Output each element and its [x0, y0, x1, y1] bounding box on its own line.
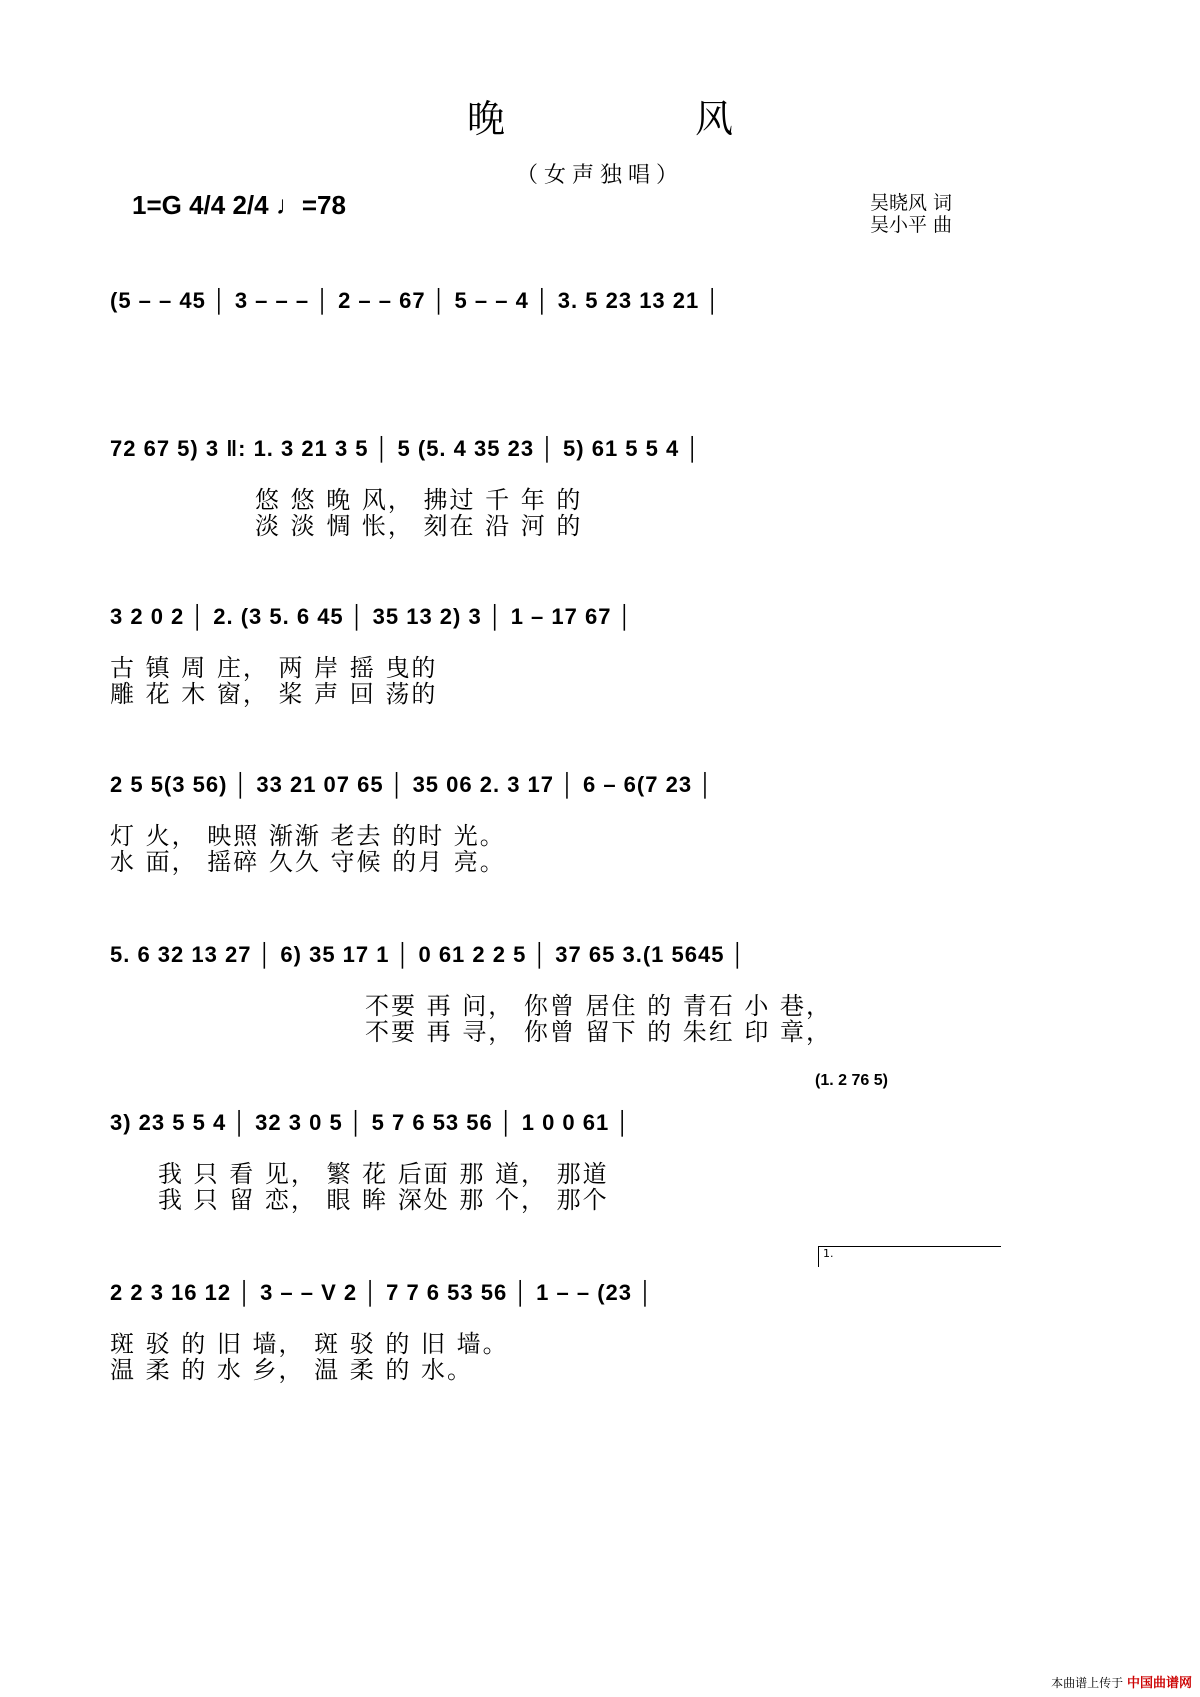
lyrics-verse-2: 水 面， 摇碎 久久 守候 的月 亮。 — [110, 848, 506, 876]
lyrics-verse-1: 斑 驳 的 旧 墙， 斑 驳 的 旧 墙。 — [110, 1330, 509, 1358]
lyrics-verse-2: 我 只 留 恋， 眼 眸 深处 那 个， 那个 — [158, 1186, 609, 1214]
lyrics-verse-1: 不要 再 问， 你曾 居住 的 青石 小 巷， — [365, 992, 833, 1020]
notation-line: 72 67 5) 3 ‖: 1. 3 21 3 5 │ 5 (5. 4 35 23 │ 5) 61 5 5 4 │ — [110, 436, 702, 461]
score-system-4 — [110, 772, 1010, 876]
credits — [870, 192, 952, 236]
site-logo[interactable]: 中国曲谱网 — [1126, 1676, 1192, 1691]
notation-line: 3 2 0 2 │ 2. (3 5. 6 45 │ 35 13 2) 3 │ 1 – 17 67 │ — [110, 604, 634, 629]
lyrics-verse-1: 我 只 看 见， 繁 花 后面 那 道， 那道 — [158, 1160, 609, 1188]
notation-line: (5 – – 45 │ 3 – – – │ 2 – – 67 │ 5 – – 4 │ 3. 5 23 13 21 │ — [110, 288, 722, 313]
notation-line: 3) 23 5 5 4 │ 32 3 0 5 │ 5 7 6 53 56 │ 1 0 0 61 │ — [110, 1110, 632, 1135]
lyrics-verse-1: 古 镇 周 庄， 两 岸 摇 曳的 — [110, 654, 438, 682]
lyrics-verse-1: 悠 悠 晚 风， 拂过 千 年 的 — [255, 486, 583, 514]
song-title-char-1: 晚 — [466, 97, 505, 141]
footer-text: 本曲谱上传于 — [1051, 1676, 1124, 1690]
song-title-char-2: 风 — [695, 97, 734, 141]
volta-bracket — [818, 1246, 1001, 1267]
notation-line: 2 2 3 16 12 │ 3 – – V 2 │ 7 7 6 53 56 │ 1 – – (23 │ — [110, 1280, 654, 1305]
score-system-2 — [110, 436, 1010, 540]
key-signature: 1=G 4/4 2/4 ♩=78 — [132, 190, 346, 220]
volta-label: 1. — [823, 1247, 834, 1260]
notation-line: 5. 6 32 13 27 │ 6) 35 17 1 │ 0 61 2 2 5 │ 37 65 3.(1 5645 │ — [110, 942, 747, 967]
song-subtitle: （女声独唱） — [515, 163, 684, 188]
lyrics-verse-1: 灯 火， 映照 渐渐 老去 的时 光。 — [110, 822, 506, 850]
composer: 吴小平 曲 — [870, 214, 953, 236]
lyrics-verse-2: 淡 淡 惆 怅， 刻在 沿 河 的 — [255, 512, 583, 540]
score-system-3 — [110, 604, 1010, 708]
ossia-notes: (1. 2 76 5) — [815, 1072, 888, 1089]
score-system-7 — [110, 1247, 1010, 1384]
score-system-5 — [110, 942, 1010, 1046]
footer — [1051, 1672, 1192, 1691]
lyrics-verse-2: 不要 再 寻， 你曾 留下 的 朱红 印 章， — [365, 1018, 833, 1046]
song-title — [0, 88, 1200, 143]
score-system-6 — [110, 1072, 1010, 1214]
lyrics-verse-2: 雕 花 木 窗， 桨 声 回 荡的 — [110, 680, 438, 708]
score-system-1 — [110, 288, 1010, 358]
notation-line: 2 5 5(3 56) │ 33 21 07 65 │ 35 06 2. 3 17 │ 6 – 6(7 23 │ — [110, 772, 714, 797]
lyricist: 吴晓风 词 — [870, 192, 953, 214]
lyrics-verse-2: 温 柔 的 水 乡， 温 柔 的 水。 — [110, 1356, 474, 1384]
